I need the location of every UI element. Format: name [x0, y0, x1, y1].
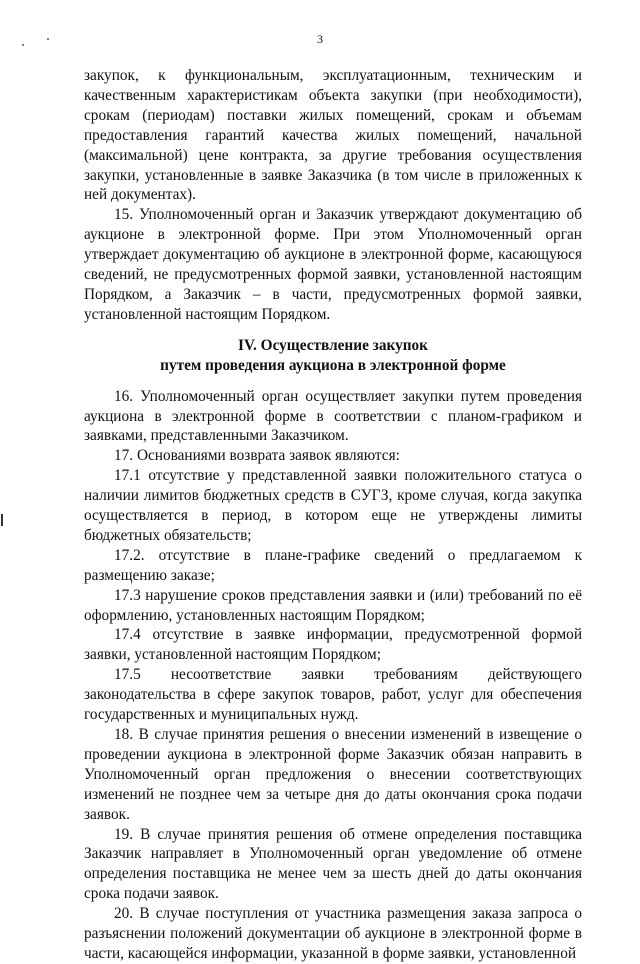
- paragraph: 19. В случае принятия решения об отмене определения поставщика Заказчик направляет в Уполномоченный орган уведомление об отмене определения поставщика не менее чем за шесть дней до даты окончания срока подачи заявок.: [84, 825, 582, 903]
- paragraph: 17.1 отсутствие у представленной заявки положительного статуса о наличии лимитов бюджетных средств в СУГЗ, кроме случая, когда закупка осуществляется в период, в котором еще не утверждены лимиты бюджетных обязательств;: [84, 467, 582, 544]
- paragraph: 17.4 отсутствие в заявке информации, предусмотренной формой заявки, установленной настоящим Порядком;: [84, 626, 582, 664]
- section-heading-line: путем проведения аукциона в электронной форме: [160, 356, 506, 374]
- margin-mark: [1, 514, 3, 526]
- document-body: [84, 66, 582, 964]
- paragraph: закупок, к функциональным, эксплуатационным, техническим и качественным характеристикам объекта закупки (при необходимости), срокам (периодам) поставки жилых помещений, срокам и объемам предоставления гарантий качества жилых помещений, начальной (максимальной) цене контракта, за другие требования осуществления закупки, установленные в заявке Заказчика (в том числе в приложенных к ней документах).: [84, 67, 582, 204]
- paragraph: 17. Основаниями возврата заявок являются:: [114, 447, 400, 465]
- paragraph: 17.2. отсутствие в плане-графике сведений о предлагаемом к размещению заказе;: [84, 546, 582, 584]
- section-heading: [84, 336, 582, 376]
- paragraph: 20. В случае поступления от участника размещения заказа запроса о разъяснении положений документации об аукционе в электронной форме в части, касающейся информации, указанной в форме заявки, установленной: [84, 905, 582, 962]
- paragraph: 16. Уполномоченный орган осуществляет закупки путем проведения аукциона в электронной форме в соответствии с планом-графиком и заявками, представленными Заказчиком.: [84, 387, 582, 445]
- section-heading-line: IV. Осуществление закупок: [238, 336, 428, 354]
- paragraph: 18. В случае принятия решения о внесении изменений в извещение о проведении аукциона в электронной форме Заказчик обязан направить в Уполномоченный орган предложения о внесении соответствующих изменений не позднее чем за четыре дня до даты окончания срока подачи заявок.: [84, 726, 582, 823]
- paragraph: 15. Уполномоченный орган и Заказчик утверждают документацию об аукционе в электронной форме. При этом Уполномоченный орган утверждает документацию об аукционе в электронной форме, касающуюся сведений, не предусмотренных формой заявки, установленной настоящим Порядком, а Заказчик – в части, предусмотренных формой заявки, установленной настоящим Порядком.: [84, 206, 582, 323]
- paragraph: 17.3 нарушение сроков представления заявки и (или) требований по её оформлению, установленных настоящим Порядком;: [84, 586, 582, 624]
- paragraph: 17.5 несоответствие заявки требованиям действующего законодательства в сфере закупок товаров, работ, услуг для обеспечения государственных и муниципальных нужд.: [84, 666, 582, 724]
- page-number: 3: [317, 32, 323, 46]
